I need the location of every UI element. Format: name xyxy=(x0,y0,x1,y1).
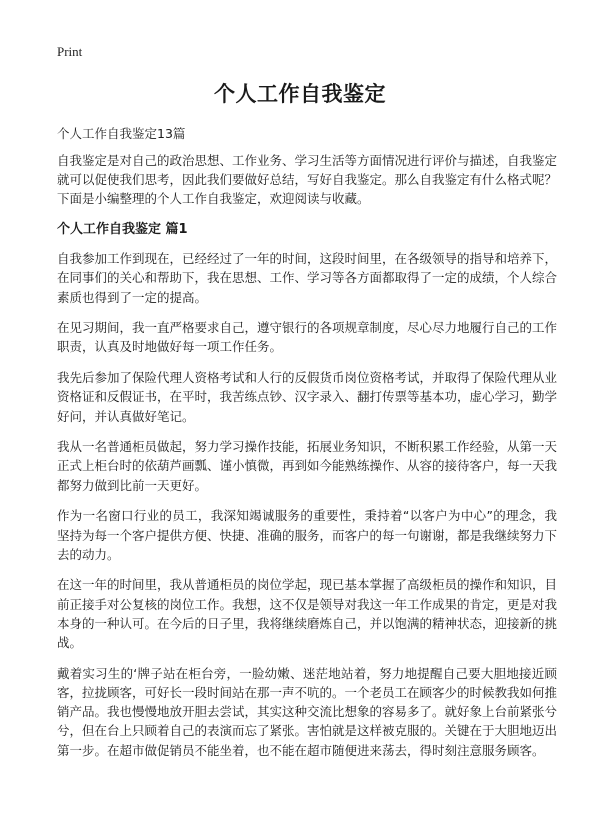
body-paragraph: 在见习期间，我一直严格要求自己，遵守银行的各项规章制度，尽心尽力地履行自己的工作职责，认真及时地做好每一项工作任务。 xyxy=(57,320,558,355)
body-paragraph: 戴着实习生的‘牌子站在柜台旁，一脸幼嫩、迷茫地站着，努力地提醒自己要大胆地接近顾客，拉拢顾客，可好长一段时间站在那一声不吭的。一个老员工在顾客少的时候教我如何推销产品。我也慢慢地放开胆去尝试，其实这种交流比想象的容易多了。就好象上台前紧张兮兮，但在台上只顾着自己的表演而忘了紧张。害怕就是这样被克服的。关键在于大胆地迈出第一步。在超市做促销员不能坐着，也不能在超市随便进来荡去，得时刻注意服务顾客。 xyxy=(57,665,558,758)
body-paragraph: 作为一名窗口行业的员工，我深知竭诚服务的重要性，秉持着“以客户为中心”的理念，我坚持为每一个客户提供方便、快捷、准确的服务，而客户的每一句谢谢，都是我继续努力下去的动力。 xyxy=(57,508,558,562)
document-body xyxy=(57,124,557,771)
section-heading: 个人工作自我鉴定 篇1 xyxy=(57,222,188,238)
document-subtitle: 个人工作自我鉴定13篇 xyxy=(57,126,186,141)
body-paragraph: 在这一年的时间里，我从普通柜员的岗位学起，现已基本掌握了高级柜员的操作和知识，目前正接手对公复核的岗位工作。我想，这不仅是领导对我这一年工作成果的肯定，更是对我本身的一种认可。在今后的日子里，我将继续磨炼自己，并以饱满的精神状态，迎接新的挑战。 xyxy=(57,577,558,651)
body-paragraph: 自我参加工作到现在，已经经过了一年的时间，这段时间里，在各级领导的指导和培养下，在同事们的关心和帮助下，我在思想、工作、学习等各方面都取得了一定的成绩，个人综合素质也得到了一定的提高。 xyxy=(57,251,558,305)
print-link[interactable]: Print xyxy=(57,44,83,59)
page-title: 个人工作自我鉴定 xyxy=(214,82,386,106)
body-paragraph: 我从一名普通柜员做起，努力学习操作技能，拓展业务知识，不断积累工作经验，从第一天正式上柜台时的依葫芦画瓢、谨小慎微，再到如今能熟练操作、从容的接待客户，每一天我都努力做到比前一天更好。 xyxy=(57,439,558,493)
body-paragraph: 我先后参加了保险代理人资格考试和人行的反假货币岗位资格考试，并取得了保险代理从业资格证和反假证书，在平时，我苦练点钞、汉字录入、翻打传票等基本功，虚心学习，勤学好问，并认真做好笔记。 xyxy=(57,370,558,424)
intro-paragraph: 自我鉴定是对自己的政治思想、工作业务、学习生活等方面情况进行评价与描述，自我鉴定就可以促使我们思考，因此我们要做好总结，写好自我鉴定。那么自我鉴定有什么格式呢？下面是小编整理的个人工作自我鉴定，欢迎阅读与收藏。 xyxy=(57,153,558,207)
